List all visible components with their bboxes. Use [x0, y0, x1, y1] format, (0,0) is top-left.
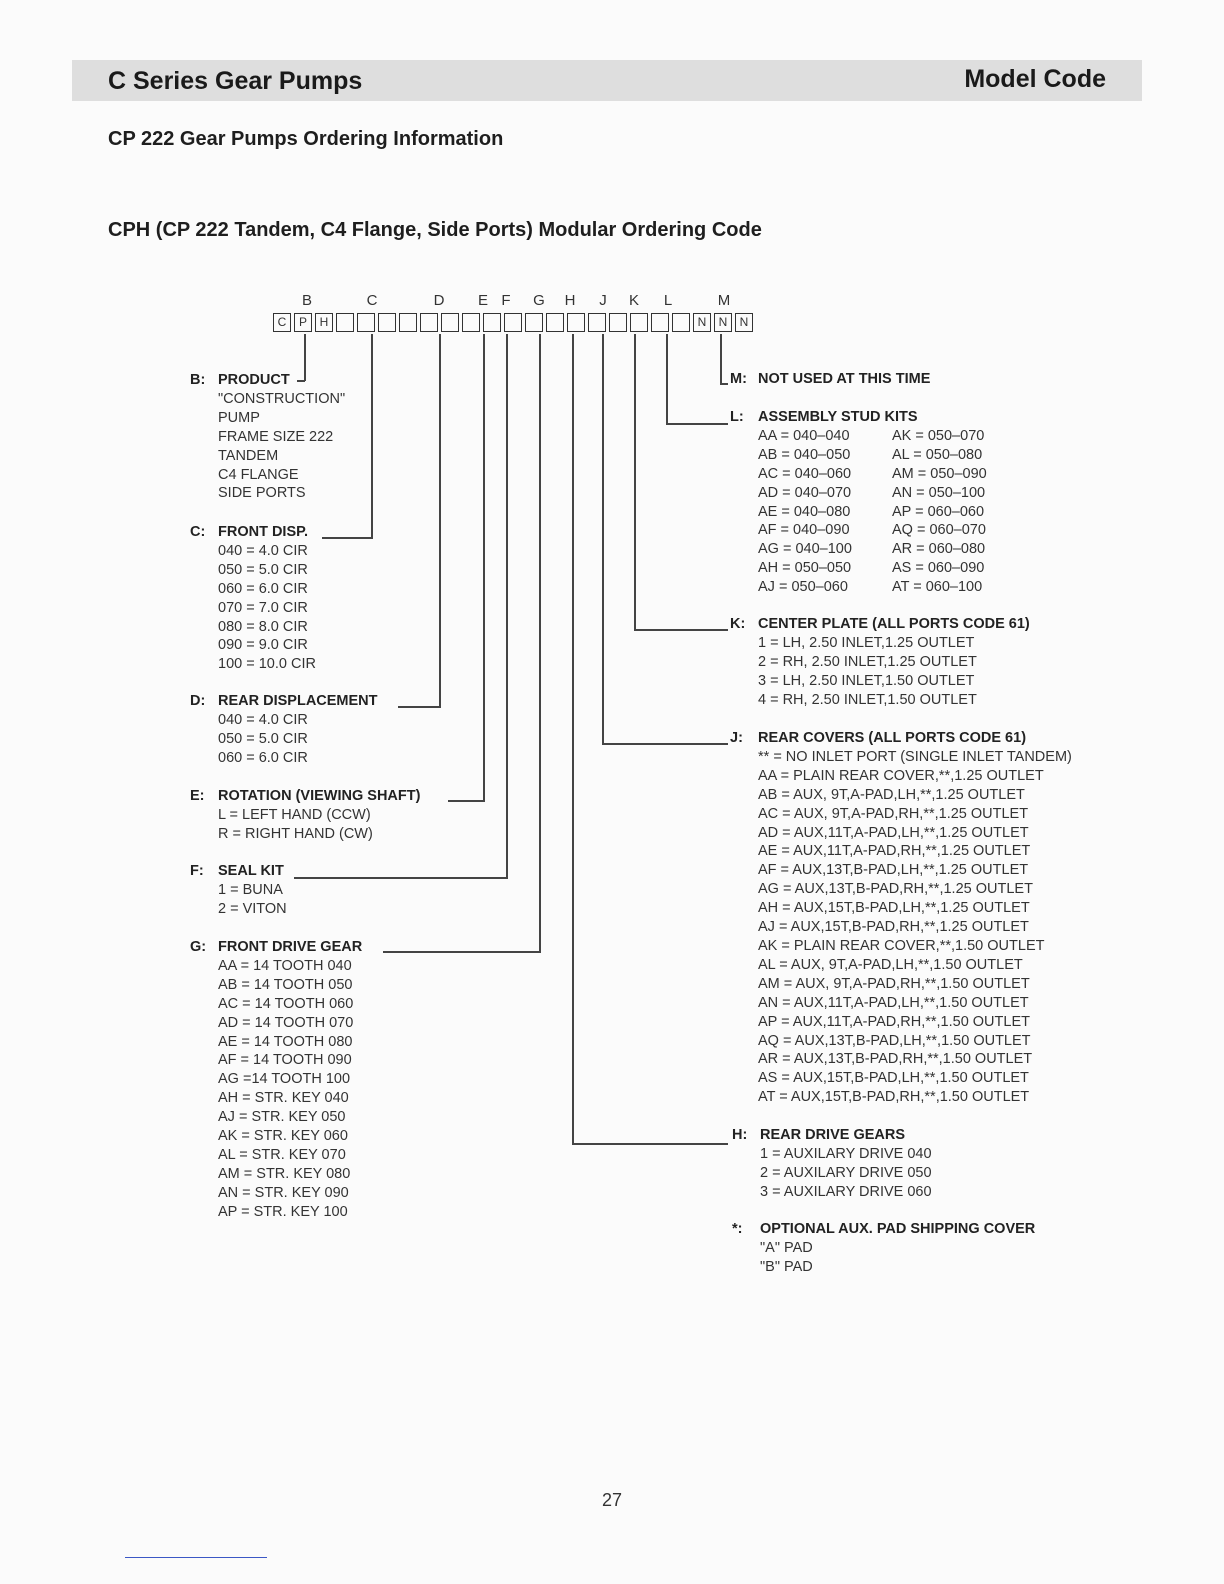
option-item: AD = 14 TOOTH 070 [218, 1014, 354, 1031]
option-item: ** = NO INLET PORT (SINGLE INLET TANDEM) [758, 748, 1072, 765]
section-heading: ROTATION (VIEWING SHAFT) [218, 788, 421, 804]
option-item: 4 = RH, 2.50 INLET,1.50 OUTLET [758, 691, 977, 708]
option-item: AB = 14 TOOTH 050 [218, 976, 353, 993]
option-item: AP = 060–060 [892, 503, 985, 520]
option-item: 090 = 9.0 CIR [218, 637, 308, 654]
modular-code-title: CPH (CP 222 Tandem, C4 Flange, Side Ports) Modular Ordering Code [108, 219, 762, 241]
section-heading: FRONT DRIVE GEAR [218, 939, 363, 955]
option-item: AJ = STR. KEY 050 [218, 1109, 346, 1126]
option-item: TANDEM [218, 447, 279, 464]
code-letter-l: L [663, 292, 673, 309]
option-item: 040 = 4.0 CIR [218, 542, 308, 559]
option-item: 060 = 6.0 CIR [218, 749, 308, 766]
option-item: AK = PLAIN REAR COVER,**,1.50 OUTLET [758, 937, 1045, 954]
section-f-seal-kit [190, 862, 287, 919]
code-letter-d: D [433, 292, 445, 309]
option-item: AL = 050–080 [892, 446, 983, 463]
option-item: AG = 040–100 [758, 541, 852, 558]
section-heading: ASSEMBLY STUD KITS [758, 409, 918, 425]
code-box [672, 313, 690, 332]
option-item: AF = AUX,13T,B-PAD,LH,**,1.25 OUTLET [758, 862, 1029, 879]
section-d-rear-displacement [190, 692, 378, 768]
option-item: C4 FLANGE [218, 466, 299, 483]
option-item: SIDE PORTS [218, 485, 306, 502]
option-item: 2 = RH, 2.50 INLET,1.25 OUTLET [758, 653, 977, 670]
section-key: L: [730, 409, 744, 425]
connector-l [666, 334, 668, 424]
option-item: 3 = AUXILARY DRIVE 060 [760, 1183, 932, 1200]
section-c-front-disp [190, 523, 316, 674]
connector-j [602, 334, 604, 744]
code-letter-h: H [564, 292, 576, 309]
code-letter-c: C [366, 292, 378, 309]
code-box [504, 313, 522, 332]
option-item: AN = STR. KEY 090 [218, 1184, 349, 1201]
code-box: H [315, 313, 333, 332]
stud-kit-column-2 [892, 427, 1026, 597]
section-key: C: [190, 524, 206, 540]
code-box: N [735, 313, 753, 332]
section-key: E: [190, 788, 205, 804]
option-item: L = LEFT HAND (CCW) [218, 806, 371, 823]
option-item: AS = AUX,15T,B-PAD,LH,**,1.50 OUTLET [758, 1070, 1029, 1087]
option-item: AB = AUX, 9T,A-PAD,LH,**,1.25 OUTLET [758, 786, 1025, 803]
ordering-info-title: CP 222 Gear Pumps Ordering Information [108, 128, 504, 150]
connector-d [439, 334, 441, 707]
code-box [567, 313, 585, 332]
code-letter-j: J [599, 292, 607, 309]
option-item: 1 = BUNA [218, 881, 283, 898]
code-box: P [294, 313, 312, 332]
option-item: AM = STR. KEY 080 [218, 1165, 351, 1182]
code-box [441, 313, 459, 332]
option-item: 040 = 4.0 CIR [218, 711, 308, 728]
section-m-not-used [730, 370, 931, 389]
code-box [609, 313, 627, 332]
code-box: N [714, 313, 732, 332]
option-item: AR = AUX,13T,B-PAD,RH,**,1.50 OUTLET [758, 1051, 1033, 1068]
code-box [420, 313, 438, 332]
code-boxes [273, 313, 755, 335]
option-item: 050 = 5.0 CIR [218, 730, 308, 747]
option-item: AC = AUX, 9T,A-PAD,RH,**,1.25 OUTLET [758, 805, 1029, 822]
connector-e-h [448, 800, 485, 802]
option-item: AD = AUX,11T,A-PAD,LH,**,1.25 OUTLET [758, 824, 1029, 841]
option-item: AE = 14 TOOTH 080 [218, 1033, 353, 1050]
code-box [399, 313, 417, 332]
option-item: AP = AUX,11T,A-PAD,RH,**,1.50 OUTLET [758, 1013, 1030, 1030]
header-title: C Series Gear Pumps [108, 67, 363, 95]
option-item: AS = 060–090 [892, 560, 985, 577]
page-number: 27 [601, 1490, 623, 1510]
option-item: AC = 14 TOOTH 060 [218, 995, 354, 1012]
code-letter-k: K [628, 292, 639, 309]
option-item: AG =14 TOOTH 100 [218, 1071, 351, 1088]
connector-h [572, 334, 574, 1144]
option-item: AF = 040–090 [758, 522, 850, 539]
code-box [357, 313, 375, 332]
option-item: "B" PAD [760, 1258, 813, 1275]
section-l-assembly-stud-kits [730, 408, 1026, 597]
option-item: AJ = 050–060 [758, 579, 848, 596]
option-item: AL = AUX, 9T,A-PAD,LH,**,1.50 OUTLET [758, 956, 1023, 973]
option-item: AH = 050–050 [758, 560, 852, 577]
connector-f [506, 334, 508, 878]
section-heading: SEAL KIT [218, 863, 284, 879]
option-item: 1 = LH, 2.50 INLET,1.25 OUTLET [758, 634, 975, 651]
section-key: *: [732, 1221, 743, 1237]
option-item: 2 = AUXILARY DRIVE 050 [760, 1164, 932, 1181]
option-item: R = RIGHT HAND (CW) [218, 825, 373, 842]
option-item: AQ = AUX,13T,B-PAD,LH,**,1.50 OUTLET [758, 1032, 1031, 1049]
code-box [378, 313, 396, 332]
option-item: 050 = 5.0 CIR [218, 561, 308, 578]
option-item: 3 = LH, 2.50 INLET,1.50 OUTLET [758, 672, 975, 689]
option-item: AG = AUX,13T,B-PAD,RH,**,1.25 OUTLET [758, 881, 1033, 898]
code-letter-e: E [477, 292, 488, 309]
footer-link-underline [125, 1557, 267, 1558]
option-item: 080 = 8.0 CIR [218, 618, 308, 635]
connector-k-h [634, 629, 728, 631]
connector-c-h [322, 537, 373, 539]
option-item: AH = AUX,15T,B-PAD,LH,**,1.25 OUTLET [758, 900, 1030, 917]
code-box: N [693, 313, 711, 332]
connector-d-h [398, 706, 441, 708]
code-box [525, 313, 543, 332]
option-item: AA = 040–040 [758, 427, 850, 444]
code-letter-f: F [501, 292, 511, 309]
code-box [336, 313, 354, 332]
section-heading: FRONT DISP. [218, 524, 308, 540]
option-item: AT = AUX,15T,B-PAD,RH,**,1.50 OUTLET [758, 1089, 1030, 1106]
code-letter-g: G [533, 292, 545, 309]
section-key: G: [190, 939, 207, 955]
option-item: FRAME SIZE 222 [218, 428, 334, 445]
option-item: AA = PLAIN REAR COVER,**,1.25 OUTLET [758, 767, 1044, 784]
option-item: AP = STR. KEY 100 [218, 1203, 348, 1220]
code-box [483, 313, 501, 332]
option-item: AJ = AUX,15T,B-PAD,RH,**,1.25 OUTLET [758, 919, 1029, 936]
section-key: J: [730, 730, 743, 746]
section-heading: PRODUCT [218, 372, 290, 388]
section-k-center-plate [730, 615, 1030, 710]
option-item: "A" PAD [760, 1239, 813, 1256]
option-item: AT = 060–100 [892, 579, 983, 596]
connector-k [634, 334, 636, 630]
option-item: AQ = 060–070 [892, 522, 986, 539]
connector-f-h [294, 877, 508, 879]
option-item: 060 = 6.0 CIR [218, 580, 308, 597]
section-optional-pad-cover [732, 1220, 1036, 1277]
connector-j-h [602, 743, 728, 745]
section-e-rotation [190, 787, 421, 844]
section-g-front-drive-gear [190, 938, 363, 1222]
section-key: M: [730, 371, 747, 387]
option-item: 100 = 10.0 CIR [218, 656, 316, 673]
connector-m [720, 334, 722, 384]
option-item: AH = STR. KEY 040 [218, 1090, 349, 1107]
option-item: AE = 040–080 [758, 503, 851, 520]
connector-l-h [666, 423, 728, 425]
code-box [630, 313, 648, 332]
option-item: AD = 040–070 [758, 484, 852, 501]
code-box [546, 313, 564, 332]
section-key: D: [190, 693, 206, 709]
option-item: AL = STR. KEY 070 [218, 1146, 346, 1163]
header-model-code: Model Code [964, 65, 1106, 93]
option-item: AF = 14 TOOTH 090 [218, 1052, 352, 1069]
connector-e [483, 334, 485, 801]
section-key: B: [190, 372, 206, 388]
section-j-rear-covers [730, 729, 1072, 1107]
option-item: "CONSTRUCTION" [218, 390, 346, 407]
option-item: 1 = AUXILARY DRIVE 040 [760, 1145, 932, 1162]
option-item: AN = AUX,11T,A-PAD,LH,**,1.50 OUTLET [758, 994, 1029, 1011]
option-item: AR = 060–080 [892, 541, 986, 558]
code-box [651, 313, 669, 332]
code-letter-m: M [717, 292, 731, 309]
stud-kit-column-1 [758, 427, 892, 597]
option-item: AK = STR. KEY 060 [218, 1128, 348, 1145]
option-item: AA = 14 TOOTH 040 [218, 957, 352, 974]
option-item: AM = 050–090 [892, 465, 987, 482]
option-item: AN = 050–100 [892, 484, 986, 501]
connector-h-h [572, 1143, 728, 1145]
header-bar [72, 60, 1142, 101]
option-item: PUMP [218, 409, 260, 426]
connector-m-h [720, 383, 728, 385]
section-heading: OPTIONAL AUX. PAD SHIPPING COVER [760, 1221, 1036, 1237]
section-key: F: [190, 863, 204, 879]
section-heading: REAR COVERS (ALL PORTS CODE 61) [758, 730, 1027, 746]
option-item: 070 = 7.0 CIR [218, 599, 308, 616]
option-item: AC = 040–060 [758, 465, 852, 482]
section-h-rear-drive-gears [732, 1126, 932, 1202]
section-key: H: [732, 1127, 748, 1143]
connector-g-h [383, 951, 541, 953]
option-item: AB = 040–050 [758, 446, 851, 463]
section-heading: CENTER PLATE (ALL PORTS CODE 61) [758, 616, 1030, 632]
option-item: 2 = VITON [218, 900, 287, 917]
code-box [462, 313, 480, 332]
option-item: AK = 050–070 [892, 427, 985, 444]
connector-c [371, 334, 373, 538]
section-heading: REAR DRIVE GEARS [760, 1127, 906, 1143]
section-b-product [190, 371, 346, 503]
section-heading: REAR DISPLACEMENT [218, 693, 378, 709]
code-box: C [273, 313, 291, 332]
section-heading: NOT USED AT THIS TIME [758, 371, 931, 387]
code-letter-b: B [301, 292, 312, 309]
section-key: K: [730, 616, 746, 632]
connector-g [539, 334, 541, 952]
option-item: AE = AUX,11T,A-PAD,RH,**,1.25 OUTLET [758, 843, 1031, 860]
option-item: AM = AUX, 9T,A-PAD,RH,**,1.50 OUTLET [758, 975, 1030, 992]
code-letters [0, 292, 1224, 312]
code-box [588, 313, 606, 332]
